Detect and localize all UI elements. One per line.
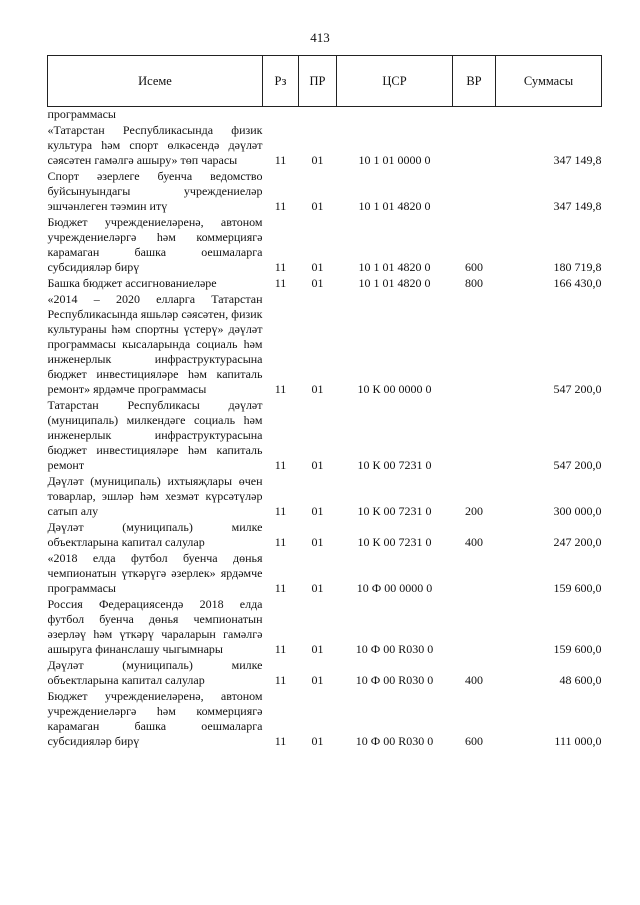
cell-vr [453, 551, 496, 597]
cell-name: Бюджет учреждениеләренә, автоном учреждениеләргә һәм коммерциягә карамаган башка оешмаларга субсидияләр бирү [47, 215, 263, 274]
table-row [48, 169, 602, 215]
header-rz: Рз [263, 56, 299, 107]
cell-name: Дәүләт (муниципаль) милке объектларына капитал салулар [47, 658, 263, 687]
cell-name: Бюджет учреждениеләренә, автоном учреждениеләргә һәм коммерциягә карамаган башка оешмаларга субсидияләр бирү [47, 689, 263, 748]
cell-sum: 547 200,0 [553, 382, 602, 396]
cell-name: программасы [47, 107, 116, 121]
cell-name: Россия Федерациясендә 2018 елда футбол буенча дөнья чемпионатын әзерләү һәм үткәрү чараларын гамәлгә ашыруга финанслашу чыгымнары [47, 597, 263, 656]
cell-sum: 300 000,0 [553, 504, 602, 518]
cell-csr: 10 Ф 00 R030 0 [355, 734, 434, 748]
cell-sum: 111 000,0 [554, 734, 602, 748]
cell-rz [263, 107, 299, 124]
cell-sum: 347 149,8 [553, 153, 602, 167]
cell-name: Спорт әзерлеге буенча ведомство буйсынуындагы учреждениеләр эшчәнлеген тәэмин итү [47, 169, 263, 213]
cell-vr: 400 [465, 535, 483, 549]
cell-name: «Татарстан Республикасында физик культура һәм спорт өлкәсендә дәүләт сәясәтен гамәлгә ашыру» төп чарасы [47, 123, 263, 167]
cell-rz: 11 [274, 382, 287, 396]
cell-rz: 11 [274, 276, 287, 290]
cell-pr: 01 [311, 260, 324, 274]
cell-csr: 10 К 00 7231 0 [357, 458, 432, 472]
cell-vr [453, 292, 496, 398]
cell-vr [453, 123, 496, 169]
cell-name: Дәүләт (муниципаль) милке объектларына капитал салулар [47, 520, 263, 549]
cell-pr: 01 [311, 199, 324, 213]
cell-pr [299, 107, 337, 124]
table-row [48, 398, 602, 474]
cell-sum: 247 200,0 [553, 535, 602, 549]
cell-rz: 11 [274, 642, 287, 656]
cell-rz: 11 [274, 535, 287, 549]
cell-csr: 10 1 01 4820 0 [358, 276, 431, 290]
cell-csr: 10 К 00 7231 0 [357, 504, 432, 518]
header-row [48, 56, 602, 107]
cell-pr: 01 [311, 581, 324, 595]
cell-sum [496, 107, 602, 124]
cell-rz: 11 [274, 153, 287, 167]
table-row [48, 276, 602, 292]
cell-csr [337, 107, 453, 124]
cell-vr [453, 107, 496, 124]
cell-name: «2018 елда футбол буенча дөнья чемпионатын үткәрүгә әзерлек» ярдәмче программасы [47, 551, 263, 595]
table-row [48, 520, 602, 551]
table-body [48, 107, 602, 751]
cell-csr: 10 Ф 00 R030 0 [355, 673, 434, 687]
cell-rz: 11 [274, 260, 287, 274]
cell-rz: 11 [274, 458, 287, 472]
cell-csr: 10 1 01 4820 0 [358, 199, 431, 213]
cell-name: Башка бюджет ассигнованиеләре [47, 276, 217, 290]
header-vr: ВР [453, 56, 496, 107]
cell-pr: 01 [311, 535, 324, 549]
cell-name: «2014 – 2020 елларга Татарстан Республикасында яшьләр сәясәтен, физик культураны һәм спортны үстерү» дәүләт программасы кысаларында социаль һәм инженерлык инфраструктурасына бюджет инвестицияләре һәм капиталь ремонт» ярдәмче программасы [47, 292, 263, 396]
cell-sum: 159 600,0 [553, 642, 602, 656]
cell-pr: 01 [311, 504, 324, 518]
cell-vr: 600 [465, 734, 483, 748]
cell-vr [453, 597, 496, 658]
cell-pr: 01 [311, 382, 324, 396]
header-pr: ПР [299, 56, 337, 107]
cell-sum: 159 600,0 [553, 581, 602, 595]
cell-csr: 10 Ф 00 0000 0 [356, 581, 433, 595]
cell-pr: 01 [311, 153, 324, 167]
cell-csr: 10 1 01 4820 0 [358, 260, 431, 274]
page-number: 413 [310, 30, 330, 45]
budget-table [47, 55, 602, 750]
table-row [48, 689, 602, 750]
table-row [48, 292, 602, 398]
cell-pr: 01 [311, 734, 324, 748]
cell-rz: 11 [274, 673, 287, 687]
cell-rz: 11 [274, 199, 287, 213]
cell-csr: 10 1 01 0000 0 [358, 153, 431, 167]
header-sum: Суммасы [496, 56, 602, 107]
table-row [48, 551, 602, 597]
cell-csr: 10 Ф 00 R030 0 [355, 642, 434, 656]
cell-pr: 01 [311, 458, 324, 472]
cell-sum: 180 719,8 [553, 260, 602, 274]
cell-sum: 547 200,0 [553, 458, 602, 472]
cell-pr: 01 [311, 642, 324, 656]
cell-vr: 800 [465, 276, 483, 290]
cell-csr: 10 К 00 0000 0 [357, 382, 432, 396]
cell-name: Дәүләт (муниципаль) ихтыяҗлары өчен товарлар, эшләр һәм хезмәт күрсәтүләр сатып алу [47, 474, 263, 518]
cell-vr: 600 [465, 260, 483, 274]
cell-vr [453, 169, 496, 215]
cell-rz: 11 [274, 734, 287, 748]
table-row [48, 215, 602, 276]
table-row [48, 107, 602, 124]
cell-vr: 400 [465, 673, 483, 687]
cell-rz: 11 [274, 504, 287, 518]
header-name: Исеме [48, 56, 263, 107]
table-row [48, 597, 602, 658]
table-row [48, 474, 602, 520]
cell-pr: 01 [311, 673, 324, 687]
table-row [48, 658, 602, 689]
cell-sum: 48 600,0 [559, 673, 602, 687]
cell-pr: 01 [311, 276, 324, 290]
cell-rz: 11 [274, 581, 287, 595]
cell-sum: 347 149,8 [553, 199, 602, 213]
table-row [48, 123, 602, 169]
cell-csr: 10 К 00 7231 0 [357, 535, 432, 549]
header-csr: ЦСР [337, 56, 453, 107]
cell-name: Татарстан Республикасы дәүләт (муниципаль) милкендәге социаль һәм инженерлык инфраструктурасына бюджет инвестицияләре һәм капиталь ремонт [47, 398, 263, 472]
cell-sum: 166 430,0 [553, 276, 602, 290]
cell-vr: 200 [465, 504, 483, 518]
cell-vr [453, 398, 496, 474]
